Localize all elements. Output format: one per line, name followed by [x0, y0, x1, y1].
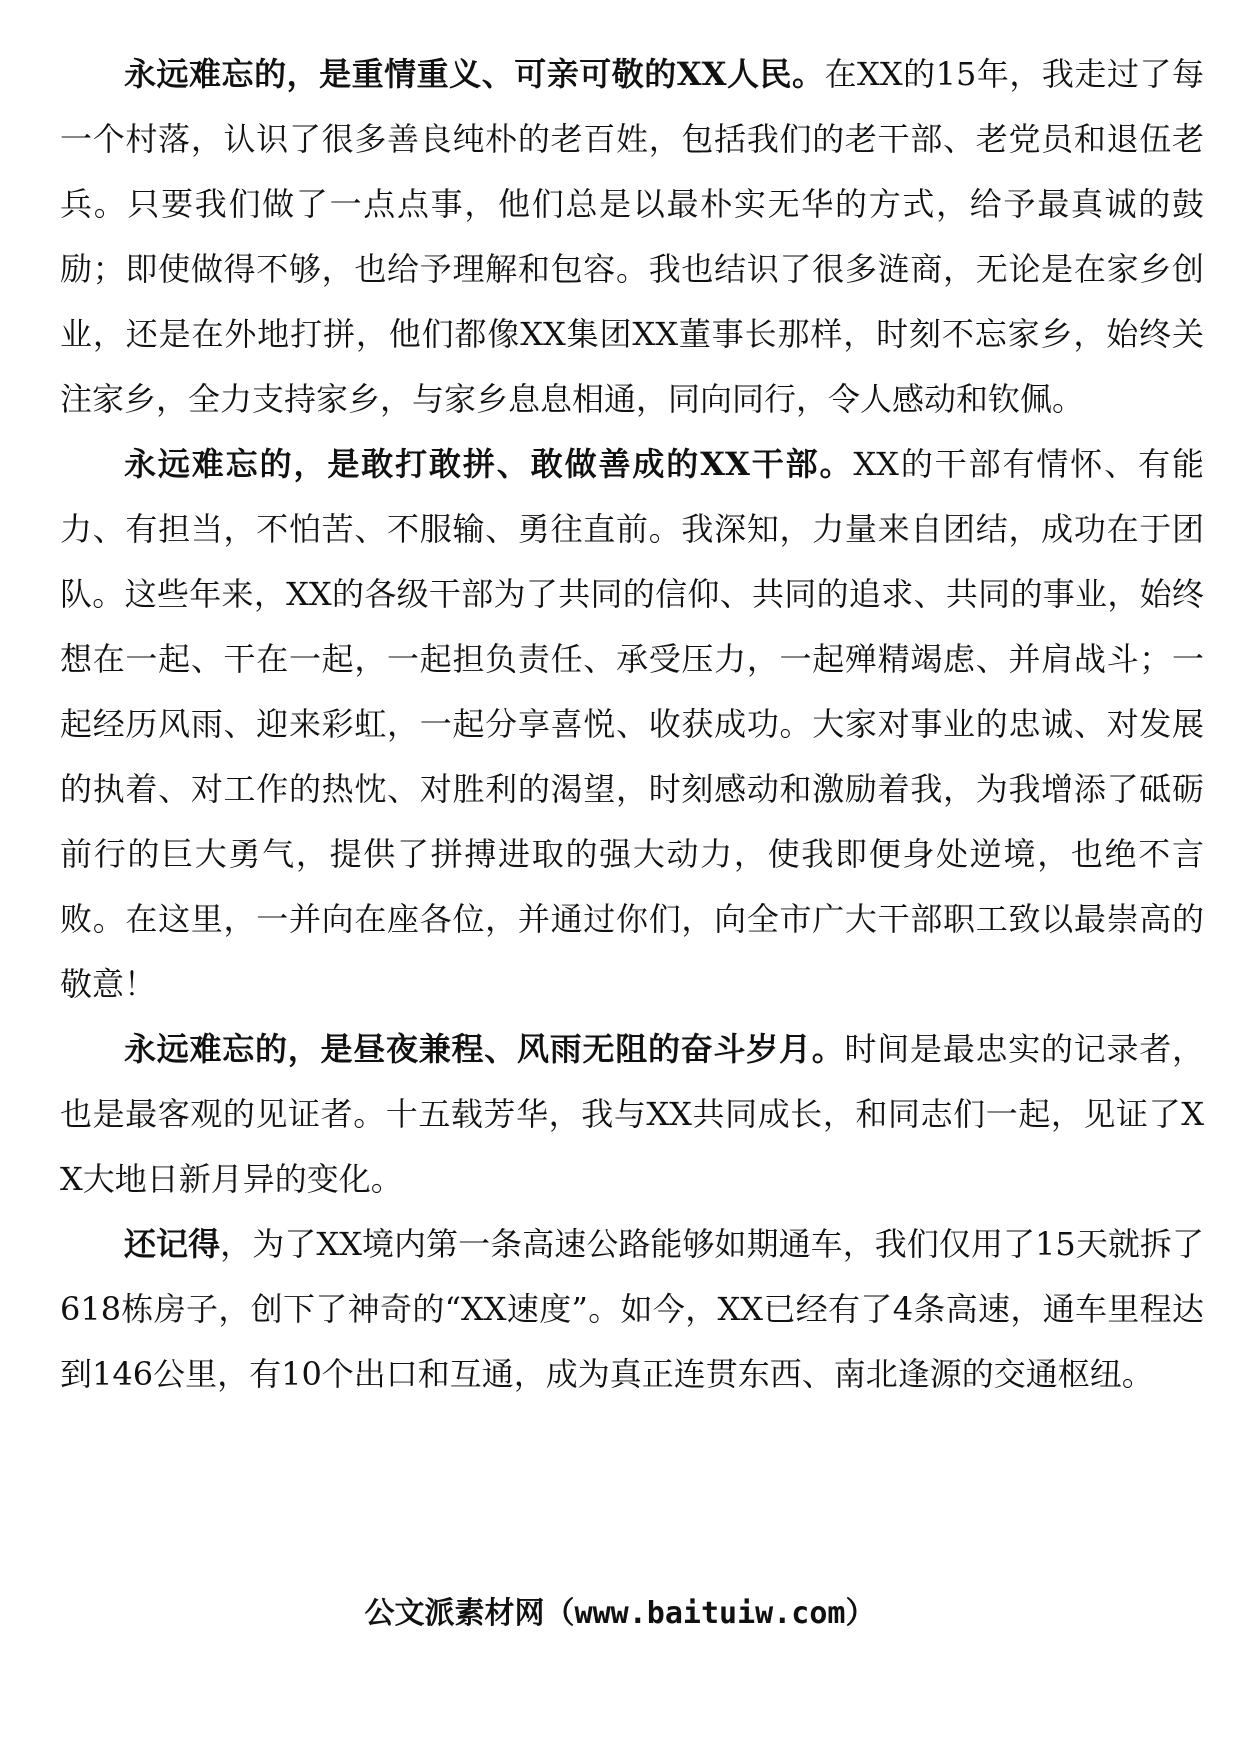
paragraph-text: 时间是最忠实的记录者，也是最客观的见证者。十五载芳华，我与XX共同成长，和同志们一起，见证了XX大地日新月异的变化。 [60, 1030, 1204, 1198]
footer-site-name: 公文派素材网 [364, 1596, 545, 1631]
paragraph-text: ，为了XX境内第一条高速公路能够如期通车，我们仅用了15天就拆了618栋房子，创下了神奇的“XX速度”。如今，XX已经有了4条高速，通车里程达到146公里，有10个出口和互通，成为真正连贯东西、南北逢源的交通枢纽。 [60, 1225, 1204, 1393]
paragraph-years [60, 1017, 1204, 1212]
paragraph-cadres [60, 432, 1204, 1017]
paragraph-text: 在XX的15年，我走过了每一个村落，认识了很多善良纯朴的老百姓，包括我们的老干部、老党员和退伍老兵。只要我们做了一点点事，他们总是以最朴实无华的方式，给予最真诚的鼓励；即使做得不够，也给予理解和包容。我也结识了很多涟商，无论是在家乡创业，还是在外地打拼，他们都像XX集团XX董事长那样，时刻不忘家乡，始终关注家乡，全力支持家乡，与家乡息息相通，同向同行，令人感动和钦佩。 [60, 55, 1204, 418]
paragraph-lead: 永远难忘的，是昼夜兼程、风雨无阻的奋斗岁月。 [124, 1030, 845, 1068]
page-footer [0, 1588, 1240, 1632]
document-body [60, 42, 1204, 1407]
paragraph-lead: 永远难忘的，是敢打敢拼、敢做善成的XX干部。 [124, 445, 854, 483]
paragraph-lead: 永远难忘的，是重情重义、可亲可敬的XX人民。 [124, 55, 825, 93]
paragraph-lead: 还记得 [124, 1225, 221, 1263]
paragraph-people [60, 42, 1204, 432]
paragraph-highway [60, 1212, 1204, 1407]
footer-url: （www.baituiw.com） [544, 1596, 876, 1631]
paragraph-text: XX的干部有情怀、有能力、有担当，不怕苦、不服输、勇往直前。我深知，力量来自团结，成功在于团队。这些年来，XX的各级干部为了共同的信仰、共同的追求、共同的事业，始终想在一起、干在一起，一起担负责任、承受压力，一起殚精竭虑、并肩战斗；一起经历风雨、迎来彩虹，一起分享喜悦、收获成功。大家对事业的忠诚、对发展的执着、对工作的热忱、对胜利的渴望，时刻感动和激励着我，为我增添了砥砺前行的巨大勇气，提供了拼搏进取的强大动力，使我即便身处逆境，也绝不言败。在这里，一并向在座各位，并通过你们，向全市广大干部职工致以最崇高的敬意！ [60, 445, 1204, 1003]
